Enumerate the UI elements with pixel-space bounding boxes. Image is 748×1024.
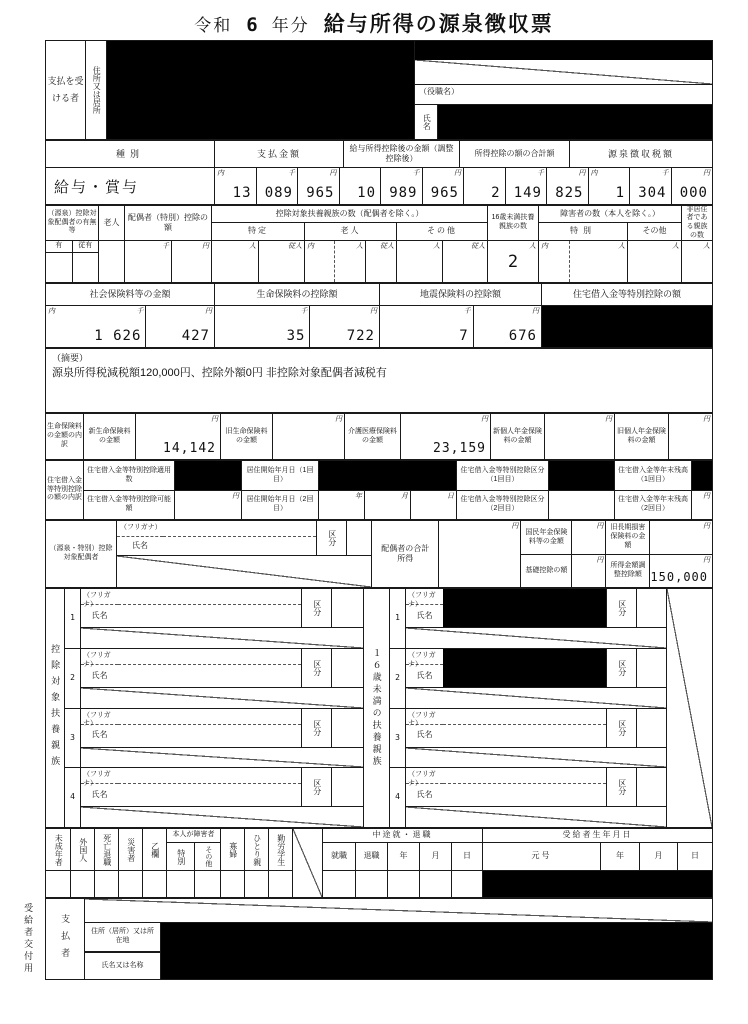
mid-employment-header: 中途就・退職 [323,829,482,843]
nonresident-cell [682,241,712,282]
en-marker: 円 [202,243,209,250]
nin-marker: 人 [703,243,710,250]
kubun-cell [636,589,666,627]
name-cell [443,725,606,747]
kaishi2-month-cell [364,491,410,519]
dependents-detail-section [45,588,713,828]
insurance-section [45,283,713,348]
self-disabled-tokubetsu: 特別 [176,848,186,865]
row-number: 1 [395,613,400,623]
junin-marker: 従人 [288,243,302,250]
name-label: 氏名 [91,670,108,680]
nin-marker: 人 [529,243,536,250]
spouse-income-label: 配偶者の合計所得 [371,521,438,587]
kaishi2-year-cell [318,491,364,519]
amount-group: 1 [615,185,625,201]
amount-group: 427 [181,328,210,344]
foreigner-cell [71,871,94,897]
nin-marker: 人 [618,243,625,250]
en-marker: 円 [205,308,212,315]
spouse-presence-header: （源泉）控除対象配偶者の有無等 [46,206,98,241]
sen-marker: 千 [300,308,308,315]
kaigo-label: 介護医療保険料の金額 [344,414,400,459]
spouse-name-cell [163,537,316,555]
recipient-section [45,40,713,140]
en-marker: 円 [703,557,710,564]
kubun-label: 区分 [606,709,636,747]
working-student-cell [269,871,292,897]
housing-breakdown-section [45,460,713,520]
name-label: 氏名 [91,730,108,740]
remarks-text: 源泉所得税減税額120,000円、控除外額0円 非控除対象配偶者減税有 [52,367,387,380]
new-pension-label: 新個人年金保険料の金額 [490,414,544,459]
spouse-deduction-header: 配偶者（特別）控除の額 [125,206,211,241]
en-marker: 円 [232,493,239,500]
disaster-header: 災害者 [119,829,142,871]
en-marker: 円 [596,523,604,530]
housing-kano-label: 住宅借入金等特別控除可能額 [83,491,174,519]
payer-name-label: 氏名又は名称 [85,952,160,979]
kokumin-label: 国民年金保険料等の金額 [525,528,568,545]
header-after: 給与所得控除後の金額（調整控除後） [343,141,459,167]
form-title-main: 給与所得の源泉徴収票 [323,13,554,36]
working-student-header: 勤労学生 [269,829,292,871]
form-title [0,8,748,38]
amount: 14,142 [163,441,216,456]
dependent-row-left-1 [65,589,363,649]
struck-column [666,589,712,827]
sen-marker: 千 [661,170,669,177]
birthdate-header: 受給者生年月日 [483,829,712,843]
death-retirement-header: 死亡退職 [95,829,118,871]
row-number: 4 [395,792,400,802]
new-pension-value [544,414,614,459]
en-marker: 円 [703,416,710,423]
gengo-header: 元号 [531,851,552,861]
name-label: 氏名 [422,114,432,130]
dependent-row-right-3 [390,709,666,769]
housing-kaishi2-label: 居住開始年月日（2回目） [241,491,318,519]
sen-marker: 千 [412,170,420,177]
chosei-label: 所得金額調整控除額 [605,555,649,587]
dependent-row-left-4 [65,768,363,827]
era-label: 令和 [194,16,233,35]
self-disabled-sonota: その他 [194,843,220,870]
kubun-cell [331,709,363,747]
life-insurance-header: 生命保険料の控除額 [214,284,379,305]
row-number: 3 [70,732,75,742]
life-breakdown-label: 生命保険料の金額の内訳 [47,423,82,448]
kubun-cell [636,649,666,687]
sen-marker: 千 [537,170,544,177]
social-insurance-header: 社会保険料等の金額 [89,289,171,300]
number-strip [406,687,666,708]
kiso-label: 基礎控除の額 [525,566,568,574]
address-redaction [106,41,414,139]
kiso-value [571,555,605,587]
name-label: 氏名 [91,790,108,800]
en-marker: 円 [454,170,461,177]
shushoku-header: 就職 [331,851,347,861]
amount-group: 13 [232,185,252,201]
spouse-furigana-label: （フリガナ） [117,521,163,537]
spouse-deduction-value [125,241,211,282]
spouse-kubun-cell [346,521,371,555]
total-deductions-amount [463,168,588,204]
number-strip [81,627,363,648]
en-marker: 円 [596,557,604,564]
amount-group: 2 [491,185,501,201]
name-cell [118,605,301,627]
header-amount: 支払金額 [214,141,343,167]
self-disabled-header: 本人が障害者 [167,829,220,843]
en-marker: 円 [578,170,586,177]
dependent-row-left-3 [65,709,363,769]
spouse-income-value [438,521,520,587]
kubun-label: 区分 [301,768,331,806]
name-redaction [443,649,606,687]
furigana-label: （フリガナ） [81,709,118,725]
kubun-cell [636,768,666,806]
dependent-row-right-2 [390,649,666,709]
nonresident-header: 非居住者である親族の数 [682,206,712,241]
number-strip [81,687,363,708]
junin-marker: 従人 [471,243,485,250]
chosei-value [649,555,712,587]
payer-label: 支払者 [60,913,71,965]
housing-zandaka2-label: 住宅借入金等年末残高（2回目） [614,491,691,519]
en-marker: 円 [532,308,539,315]
name-cell [118,784,301,806]
kubun-cell [331,589,363,627]
amount: 23,159 [433,441,486,456]
en-marker: 円 [335,416,342,423]
name-cell [118,725,301,747]
row-number: 4 [70,792,75,802]
hi-header: 日 [677,843,712,870]
payment-amount [214,168,339,204]
furigana-label: （フリガナ） [81,768,118,784]
row-number: 2 [395,672,400,682]
tokutei-header: 特定 [248,226,268,236]
housing-kubun1-label: 住宅借入金等特別控除区分（1回目） [456,461,548,490]
era-year: 6 [246,14,258,36]
housing-kaishi1-label: 居住開始年月日（1回目） [241,461,318,490]
junin-marker: 従人 [380,243,394,250]
dependent-row-left-2 [65,649,363,709]
nin-marker: 人 [672,243,679,250]
under16-count-value: 2 [507,251,519,272]
kubun-label: 区分 [606,649,636,687]
number-strip [406,806,666,827]
minor-cell [46,871,70,897]
sonota-header: その他 [627,223,681,240]
disabled-count-header: 障害者の数（本人を除く。） [539,206,681,223]
struck-cell [292,829,322,897]
spouse-rojin-header: 老人 [99,206,124,241]
disaster-cell [119,871,142,897]
under16-count-cell [488,241,538,282]
housing-breakdown-label: 住宅借入金等特別控除の額の内訳 [47,476,82,502]
amount-group: 1 626 [94,328,142,344]
dependent-row-right-1 [390,589,666,649]
uchi-marker: 内 [48,308,55,315]
kubun-cell [331,649,363,687]
amount-group: 989 [389,185,418,201]
hi-header: 日 [451,843,482,870]
sonota-header: その他 [396,223,487,240]
amount: 150,000 [650,570,708,584]
sen-marker: 千 [463,308,471,315]
life-insurance-amount [214,306,379,347]
amount-group: 965 [306,185,335,201]
en-marker: 円 [511,523,519,530]
housing-kubun2-label: 住宅借入金等特別控除区分（2回目） [456,491,548,519]
amount-group: 722 [346,328,375,344]
amount-group: 825 [555,185,584,201]
amount-group: 7 [459,328,469,344]
old-pension-label: 旧個人年金保険料の金額 [614,414,668,459]
amount-group: 676 [508,328,537,344]
header-tax: 源泉徴収税額 [569,141,712,167]
furigana-label: （フリガナ） [406,589,443,605]
nin-marker: 人 [249,243,256,250]
payer-number-cell [85,899,712,923]
name-label: 氏名 [416,790,433,800]
en-marker: 円 [329,170,337,177]
kubun-label: 区分 [301,589,331,627]
payer-name-redaction [160,952,712,979]
kubun-label: 区分 [606,768,636,806]
quake-insurance-header: 地震保険料の控除額 [379,284,541,305]
name-cell [443,784,606,806]
life-breakdown-section [45,413,713,460]
name-redaction [437,105,712,139]
payment-section [45,140,713,205]
row-number: 1 [70,613,75,623]
remarks-label: （摘要） [52,353,89,363]
furigana-label: （フリガナ） [406,768,443,784]
en-marker: 円 [481,416,488,423]
name-redaction [443,589,606,627]
dependent-row-right-4 [390,768,666,827]
uchi-marker: 内 [590,170,598,177]
choki-label: 旧長期損害保険料の金額 [605,521,649,554]
year-suffix: 年分 [271,16,310,35]
housing-kubun2-cell [548,491,614,519]
number-strip [81,806,363,827]
spouse-furigana-line [163,521,316,537]
uchi-marker: 内 [541,243,548,250]
dependents-summary-section [45,205,713,283]
top-right-redaction [415,41,712,60]
flags-section [45,828,713,898]
quake-insurance-amount [379,306,541,347]
housing-zandaka1-label: 住宅借入金等年末残高（1回目） [614,461,691,490]
name-label: 氏名 [416,610,433,620]
new-life-value [135,414,220,459]
number-strip [406,627,666,648]
recipient-number-cell [415,60,712,85]
old-pension-value [668,414,712,459]
spouse-name-label: 氏名 [131,540,148,550]
housing-zandaka2-value [691,491,712,519]
housing-kaishi1-redaction [318,461,456,490]
en-marker: 円 [703,523,710,530]
row-number: 2 [70,672,75,682]
nin-marker: 人 [433,243,440,250]
address-label: 住所又は居所 [85,41,106,139]
tsuki-header: 月 [419,843,451,870]
new-life-label: 新生命保険料の金額 [83,414,135,459]
amount-group: 35 [286,328,306,344]
uchi-marker: 内 [307,243,314,250]
spouse-rojin-cell [99,241,124,282]
spouse-yes-cell [46,253,72,282]
rojin-header: 老人 [304,223,396,240]
kaishi2-day-cell [410,491,456,519]
name-label: 氏名 [416,730,433,740]
hi-marker: 日 [447,493,454,500]
en-marker: 円 [211,416,218,423]
spouse-kubun-label: 区分 [316,521,346,555]
housing-kano-value [174,491,241,519]
kafu-cell [221,871,244,897]
header-deductions: 所得控除の額の合計額 [459,141,569,167]
foreigner-header: 外国人 [71,829,94,871]
payer-address-label: 住所（居所）又は所在地 [85,923,160,952]
nin-marker: 人 [356,243,363,250]
hitorioya-cell [245,871,268,897]
old-life-label: 旧生命保険料の金額 [220,414,272,459]
old-life-value [272,414,344,459]
name-label: 氏名 [416,670,433,680]
furigana-label: （フリガナ） [81,589,118,605]
furigana-label: （フリガナ） [406,709,443,725]
sen-marker: 千 [136,308,144,315]
spouse-juyes-marker: 従有 [73,241,99,253]
name-cell [118,665,301,687]
otsu-cell [143,871,166,897]
death-retirement-cell [95,871,118,897]
kubun-cell [331,768,363,806]
dependents-count-header: 控除対象扶養親族の数（配偶者を除く。） [212,206,487,223]
kubun-cell [636,709,666,747]
kokumin-value [571,521,605,554]
nen-header: 年 [387,843,419,870]
amount-group: 089 [264,185,293,201]
amount-group: 10 [357,185,376,201]
tokubetsu-header: 特別 [570,226,596,236]
en-marker: 円 [703,170,710,177]
sen-marker: 千 [288,170,295,177]
name-label: 氏名 [91,610,108,620]
housing-deduction-redaction [541,306,712,347]
remarks-section [45,348,713,413]
recipient-copy-label: 受給者交付用 [23,903,34,975]
spouse-section [45,520,713,588]
position-label: （役職名） [415,85,712,105]
payer-address-redaction [160,923,712,952]
housing-tekiyo-label: 住宅借入金等特別控除適用数 [83,461,174,490]
spouse-juyes-cell [73,253,99,282]
tsuki-header: 月 [639,843,677,870]
en-marker: 円 [703,493,710,500]
sen-marker: 千 [162,243,169,250]
amount-group: 965 [430,185,459,201]
payer-section [45,898,713,980]
housing-kubun1-redaction [548,461,614,490]
kubun-label: 区分 [606,589,636,627]
uchi-marker: 内 [217,170,224,177]
otsu-header: 乙欄 [143,829,166,871]
number-strip [81,747,363,768]
dependents-right-label: １６歳未満の扶養親族 [363,589,389,827]
birthdate-redaction [483,871,712,897]
spouse-number-cell [116,555,371,587]
amount-group: 304 [638,185,667,201]
en-marker: 円 [370,308,377,315]
kubun-label: 区分 [301,709,331,747]
housing-tekiyo-redaction [174,461,241,490]
spouse-yes-marker: 有 [46,241,72,253]
furigana-label: （フリガナ） [81,649,118,665]
social-insurance-amount [46,306,214,347]
nen-marker: 年 [355,493,362,500]
housing-deduction-header: 住宅借入金等特別控除の額 [541,284,712,305]
kubun-label: 区分 [301,649,331,687]
hitorioya-header: ひとり親 [245,829,268,871]
row-number: 3 [395,732,400,742]
under16-header: 16歳未満扶養親族の数 [488,206,538,241]
spouse-section-label: （源泉・特別）控除対象配偶者 [49,545,113,561]
dependents-left-label: 控除対象扶養親族 [50,644,61,772]
withheld-tax-amount [588,168,713,204]
choki-value [649,521,712,554]
furigana-label: （フリガナ） [406,649,443,665]
payee-label: 支払を受ける者 [47,75,84,103]
kaigo-value [400,414,490,459]
after-deduction-amount [339,168,464,204]
number-strip [406,747,666,768]
minor-header: 未成年者 [46,829,70,871]
amount-group: 149 [513,185,542,201]
header-type: 種別 [115,148,144,159]
housing-zandaka1-redaction [691,461,712,490]
en-marker: 円 [605,416,612,423]
tsuki-marker: 月 [401,493,408,500]
kafu-header: 寡婦 [221,829,244,871]
nen-header: 年 [600,843,639,870]
amount-group: 000 [679,185,708,201]
taishoku-header: 退職 [355,843,387,870]
income-type-value: 給与・賞与 [54,178,140,196]
